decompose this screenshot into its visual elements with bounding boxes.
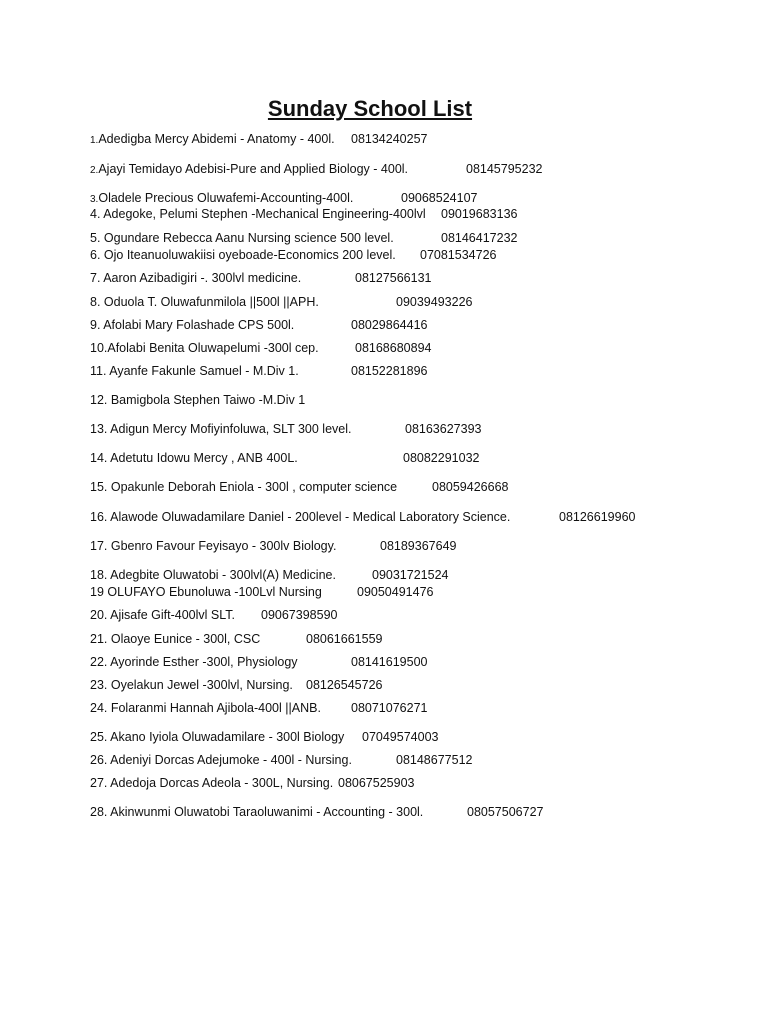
document-title: Sunday School List (267, 96, 473, 121)
list-entry-14 (90, 450, 298, 466)
entry-text: 10.Afolabi Benita Oluwapelumi -300l cep. (90, 341, 319, 355)
entry-text: 26. Adeniyi Dorcas Adejumoke - 400l - Nursing. (90, 753, 352, 767)
list-entry-2 (90, 161, 408, 179)
entry-text: 21. Olaoye Eunice - 300l, CSC (90, 632, 261, 646)
list-entry-6 (90, 247, 396, 263)
entry-text: 20. Ajisafe Gift-400lvl SLT. (90, 608, 235, 622)
entry-27-phone: 08067525903 (338, 776, 415, 790)
list-entry-27 (90, 775, 333, 791)
entry-13-phone: 08163627393 (405, 422, 482, 436)
entry-text: 17. Gbenro Favour Feyisayo - 300lv Biology. (90, 539, 337, 553)
list-entry-1 (90, 131, 335, 149)
entry-text: 9. Afolabi Mary Folashade CPS 500l. (90, 318, 295, 332)
entry-10-phone: 08168680894 (355, 341, 432, 355)
list-entry-15 (90, 479, 397, 495)
entry-5-phone: 08146417232 (441, 231, 518, 245)
entry-text: 27. Adedoja Dorcas Adeola - 300L, Nursing. (90, 776, 334, 790)
entry-1-phone: 08134240257 (351, 132, 428, 146)
entry-18-phone: 09031721524 (372, 568, 449, 582)
entry-text: Ajayi Temidayo Adebisi-Pure and Applied Biology - 400l. (98, 162, 409, 176)
entry-3-phone: 09068524107 (401, 191, 478, 205)
entry-text: 5. Ogundare Rebecca Aanu Nursing science 500 level. (90, 231, 394, 245)
list-entry-20 (90, 607, 235, 623)
list-entry-22 (90, 654, 298, 670)
entry-14-phone: 08082291032 (403, 451, 480, 465)
entry-26-phone: 08148677512 (396, 753, 473, 767)
entry-16-phone: 08126619960 (559, 510, 636, 524)
entry-text: 8. Oduola T. Oluwafunmilola ||500l ||APH. (90, 295, 319, 309)
entry-text: 7. Aaron Azibadigiri -. 300lvl medicine. (90, 271, 302, 285)
list-entry-26 (90, 752, 352, 768)
entry-text: 4. Adegoke, Pelumi Stephen -Mechanical Engineering-400lvl (90, 207, 426, 221)
entry-text: 23. Oyelakun Jewel -300lvl, Nursing. (90, 678, 293, 692)
entry-20-phone: 09067398590 (261, 608, 338, 622)
entry-25-phone: 07049574003 (362, 730, 439, 744)
entry-9-phone: 08029864416 (351, 318, 428, 332)
entry-28-phone: 08057506727 (467, 805, 544, 819)
entry-text: 13. Adigun Mercy Mofiyinfoluwa, SLT 300 level. (90, 422, 352, 436)
list-entry-9 (90, 317, 294, 333)
entry-text: 14. Adetutu Idowu Mercy , ANB 400L. (90, 451, 298, 465)
list-entry-16 (90, 509, 510, 525)
entry-text: 18. Adegbite Oluwatobi - 300lvl(A) Medicine. (90, 568, 336, 582)
list-entry-7 (90, 270, 301, 286)
entry-text: 25. Akano Iyiola Oluwadamilare - 300l Biology (90, 730, 345, 744)
entry-19-phone: 09050491476 (357, 585, 434, 599)
list-entry-4 (90, 206, 426, 222)
entry-4-phone: 09019683136 (441, 207, 518, 221)
entry-23-phone: 08126545726 (306, 678, 383, 692)
list-entry-12 (90, 392, 305, 408)
entry-24-phone: 08071076271 (351, 701, 428, 715)
entry-22-phone: 08141619500 (351, 655, 428, 669)
entry-text: 19 OLUFAYO Ebunoluwa -100Lvl Nursing (90, 585, 322, 599)
entry-text: 11. Ayanfe Fakunle Samuel - M.Div 1. (90, 364, 299, 378)
entry-21-phone: 08061661559 (306, 632, 383, 646)
entry-7-phone: 08127566131 (355, 271, 432, 285)
entry-text: 16. Alawode Oluwadamilare Daniel - 200level - Medical Laboratory Science. (90, 510, 511, 524)
list-entry-5 (90, 230, 394, 246)
list-entry-8 (90, 294, 319, 310)
entry-number: 1. (90, 135, 99, 146)
entry-6-phone: 07081534726 (420, 248, 497, 262)
list-entry-25 (90, 729, 344, 745)
entry-text: 12. Bamigbola Stephen Taiwo -M.Div 1 (90, 393, 306, 407)
entry-2-phone: 08145795232 (466, 162, 543, 176)
entry-11-phone: 08152281896 (351, 364, 428, 378)
list-entry-18 (90, 567, 336, 583)
list-entry-10 (90, 340, 319, 356)
entry-number: 3. (90, 194, 99, 205)
entry-text: Oladele Precious Oluwafemi-Accounting-400l. (98, 191, 354, 205)
list-entry-23 (90, 677, 293, 693)
entry-text: 6. Ojo Iteanuoluwakiisi oyeboade-Economics 200 level. (90, 248, 396, 262)
entry-text: 22. Ayorinde Esther -300l, Physiology (90, 655, 298, 669)
entry-15-phone: 08059426668 (432, 480, 509, 494)
entry-text: Adedigba Mercy Abidemi - Anatomy - 400l. (98, 132, 335, 146)
list-entry-19 (90, 584, 322, 600)
entry-17-phone: 08189367649 (380, 539, 457, 553)
list-entry-21 (90, 631, 260, 647)
list-entry-28 (90, 804, 423, 820)
list-entry-11 (90, 363, 299, 379)
entry-text: 28. Akinwunmi Oluwatobi Taraoluwanimi - Accounting - 300l. (90, 805, 424, 819)
entry-8-phone: 09039493226 (396, 295, 473, 309)
list-entry-17 (90, 538, 336, 554)
entry-text: 15. Opakunle Deborah Eniola - 300l , computer science (90, 480, 398, 494)
list-entry-24 (90, 700, 321, 716)
entry-number: 2. (90, 165, 99, 176)
entry-text: 24. Folaranmi Hannah Ajibola-400l ||ANB. (90, 701, 321, 715)
list-entry-13 (90, 421, 351, 437)
